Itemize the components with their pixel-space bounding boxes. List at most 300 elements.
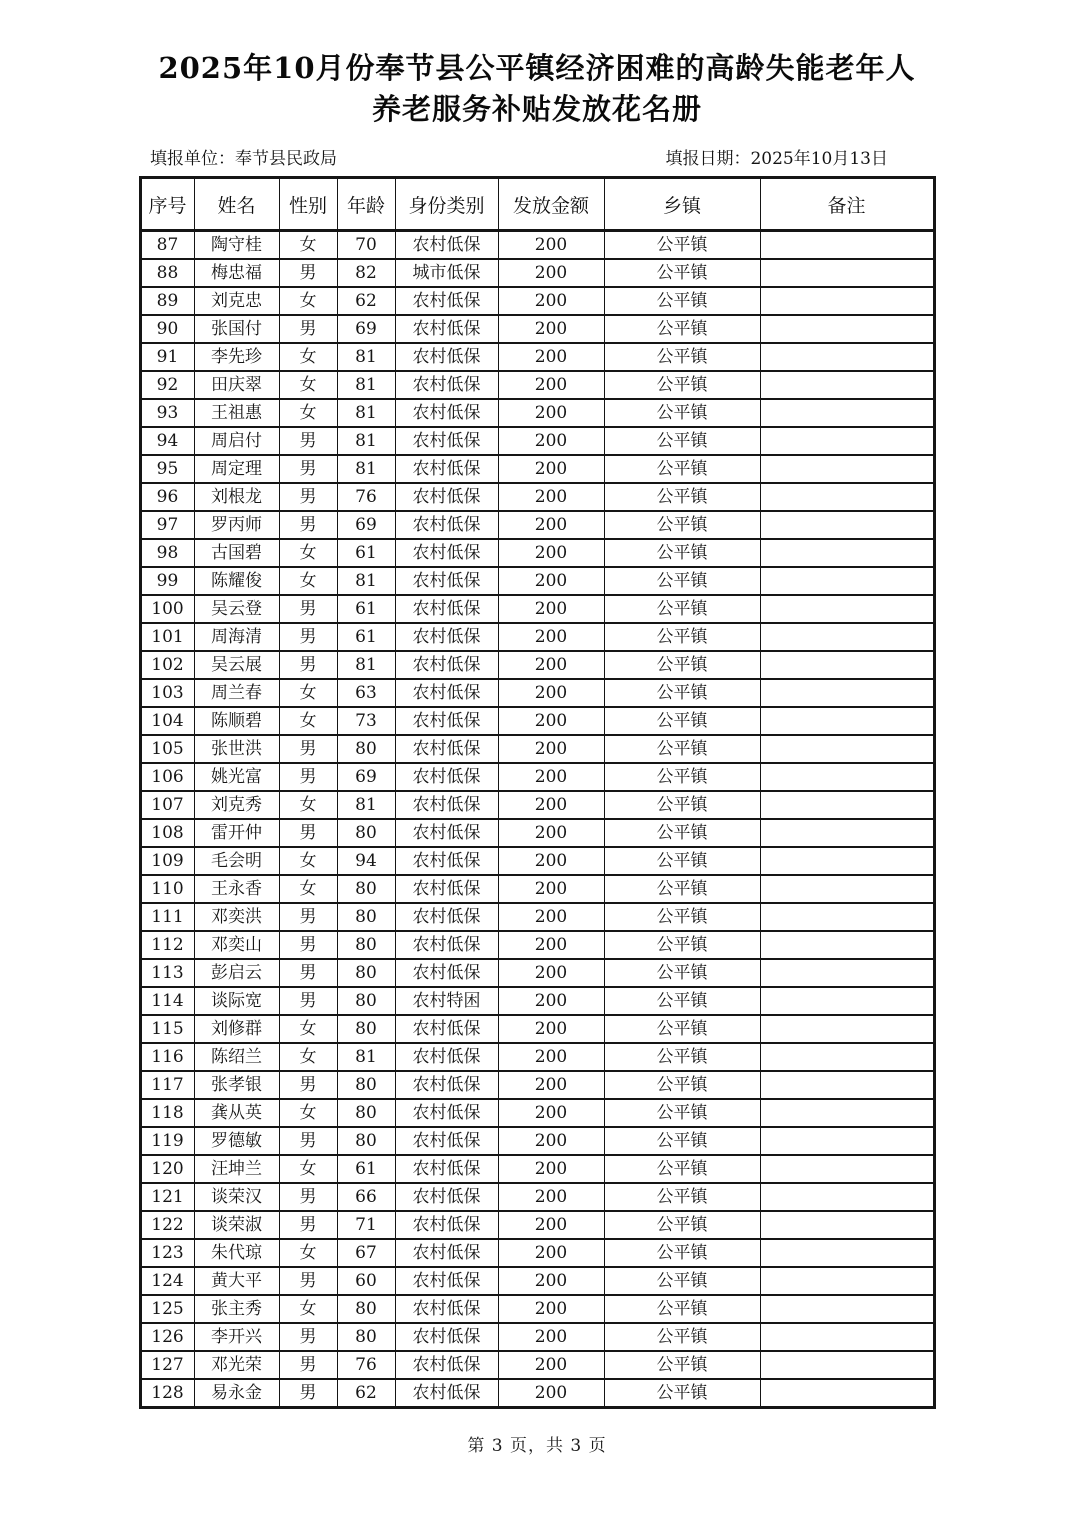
cell-identity-type: 城市低保: [395, 259, 498, 287]
table-row: [140, 763, 934, 791]
cell-remark: [760, 763, 934, 791]
cell-amount: 200: [498, 903, 604, 931]
cell-age: 80: [337, 1099, 395, 1127]
cell-identity-type: 农村低保: [395, 707, 498, 735]
cell-name: 彭启云: [194, 959, 279, 987]
table-row: [140, 1015, 934, 1043]
cell-age: 70: [337, 231, 395, 260]
cell-township: 公平镇: [604, 1183, 760, 1211]
cell-amount: 200: [498, 931, 604, 959]
cell-township: 公平镇: [604, 1015, 760, 1043]
cell-gender: 男: [279, 623, 337, 651]
cell-amount: 200: [498, 875, 604, 903]
table-row: [140, 315, 934, 343]
cell-gender: 男: [279, 651, 337, 679]
cell-gender: 男: [279, 819, 337, 847]
cell-gender: 男: [279, 315, 337, 343]
cell-index: 99: [140, 567, 194, 595]
cell-age: 71: [337, 1211, 395, 1239]
table-row: [140, 595, 934, 623]
cell-identity-type: 农村低保: [395, 623, 498, 651]
cell-identity-type: 农村低保: [395, 1267, 498, 1295]
cell-name: 吴云登: [194, 595, 279, 623]
cell-amount: 200: [498, 399, 604, 427]
cell-remark: [760, 231, 934, 260]
cell-identity-type: 农村低保: [395, 539, 498, 567]
cell-township: 公平镇: [604, 1351, 760, 1379]
cell-age: 67: [337, 1239, 395, 1267]
cell-township: 公平镇: [604, 1127, 760, 1155]
cell-township: 公平镇: [604, 1211, 760, 1239]
page-title-line2: 养老服务补贴发放花名册: [371, 92, 702, 126]
cell-remark: [760, 1183, 934, 1211]
table-row: [140, 707, 934, 735]
cell-name: 雷开仲: [194, 819, 279, 847]
cell-gender: 女: [279, 343, 337, 371]
cell-index: 110: [140, 875, 194, 903]
cell-index: 101: [140, 623, 194, 651]
cell-index: 112: [140, 931, 194, 959]
table-row: [140, 1155, 934, 1183]
cell-age: 80: [337, 1127, 395, 1155]
cell-identity-type: 农村低保: [395, 567, 498, 595]
cell-identity-type: 农村低保: [395, 399, 498, 427]
column-header-gender: 性别: [279, 178, 337, 231]
cell-name: 刘克秀: [194, 791, 279, 819]
cell-gender: 男: [279, 1379, 337, 1408]
cell-identity-type: 农村低保: [395, 1239, 498, 1267]
cell-index: 95: [140, 455, 194, 483]
cell-township: 公平镇: [604, 763, 760, 791]
cell-amount: 200: [498, 1211, 604, 1239]
cell-name: 张孝银: [194, 1071, 279, 1099]
cell-remark: [760, 567, 934, 595]
table-row: [140, 679, 934, 707]
cell-index: 107: [140, 791, 194, 819]
cell-identity-type: 农村低保: [395, 959, 498, 987]
cell-age: 80: [337, 931, 395, 959]
cell-gender: 女: [279, 567, 337, 595]
cell-identity-type: 农村低保: [395, 903, 498, 931]
cell-name: 毛会明: [194, 847, 279, 875]
table-row: [140, 1267, 934, 1295]
cell-name: 陈顺碧: [194, 707, 279, 735]
table-row: [140, 343, 934, 371]
cell-township: 公平镇: [604, 819, 760, 847]
cell-remark: [760, 735, 934, 763]
cell-gender: 男: [279, 987, 337, 1015]
cell-gender: 男: [279, 1127, 337, 1155]
cell-gender: 女: [279, 371, 337, 399]
cell-age: 81: [337, 371, 395, 399]
cell-name: 邓奕洪: [194, 903, 279, 931]
cell-remark: [760, 1211, 934, 1239]
cell-township: 公平镇: [604, 931, 760, 959]
cell-age: 62: [337, 287, 395, 315]
cell-gender: 女: [279, 1099, 337, 1127]
cell-identity-type: 农村低保: [395, 315, 498, 343]
cell-name: 易永金: [194, 1379, 279, 1408]
table-row: [140, 259, 934, 287]
cell-identity-type: 农村低保: [395, 763, 498, 791]
cell-name: 周海清: [194, 623, 279, 651]
cell-remark: [760, 1099, 934, 1127]
cell-gender: 女: [279, 1239, 337, 1267]
cell-gender: 女: [279, 875, 337, 903]
cell-age: 73: [337, 707, 395, 735]
cell-index: 126: [140, 1323, 194, 1351]
cell-remark: [760, 1071, 934, 1099]
cell-name: 梅忠福: [194, 259, 279, 287]
cell-township: 公平镇: [604, 735, 760, 763]
table-row: [140, 875, 934, 903]
cell-remark: [760, 1351, 934, 1379]
cell-name: 谈荣汉: [194, 1183, 279, 1211]
cell-gender: 男: [279, 1211, 337, 1239]
cell-identity-type: 农村低保: [395, 1323, 498, 1351]
cell-index: 100: [140, 595, 194, 623]
cell-identity-type: 农村低保: [395, 455, 498, 483]
table-row: [140, 483, 934, 511]
table-row: [140, 371, 934, 399]
cell-name: 陈绍兰: [194, 1043, 279, 1071]
cell-name: 朱代琼: [194, 1239, 279, 1267]
cell-amount: 200: [498, 315, 604, 343]
cell-township: 公平镇: [604, 595, 760, 623]
cell-identity-type: 农村低保: [395, 1071, 498, 1099]
column-header-remark: 备注: [760, 178, 934, 231]
cell-index: 96: [140, 483, 194, 511]
cell-identity-type: 农村低保: [395, 651, 498, 679]
cell-age: 76: [337, 1351, 395, 1379]
cell-gender: 男: [279, 1323, 337, 1351]
cell-gender: 男: [279, 1183, 337, 1211]
table-row: [140, 1071, 934, 1099]
cell-age: 69: [337, 763, 395, 791]
cell-gender: 女: [279, 231, 337, 260]
cell-name: 张国付: [194, 315, 279, 343]
table-body: [140, 231, 934, 1408]
cell-amount: 200: [498, 1127, 604, 1155]
cell-index: 122: [140, 1211, 194, 1239]
cell-remark: [760, 875, 934, 903]
cell-age: 76: [337, 483, 395, 511]
cell-index: 108: [140, 819, 194, 847]
cell-identity-type: 农村低保: [395, 791, 498, 819]
cell-index: 121: [140, 1183, 194, 1211]
cell-amount: 200: [498, 1043, 604, 1071]
cell-amount: 200: [498, 819, 604, 847]
cell-index: 93: [140, 399, 194, 427]
cell-amount: 200: [498, 1099, 604, 1127]
page-title: [0, 48, 1074, 130]
cell-gender: 女: [279, 399, 337, 427]
cell-age: 81: [337, 455, 395, 483]
cell-gender: 男: [279, 483, 337, 511]
cell-index: 125: [140, 1295, 194, 1323]
cell-age: 81: [337, 791, 395, 819]
cell-remark: [760, 483, 934, 511]
cell-age: 61: [337, 1155, 395, 1183]
cell-township: 公平镇: [604, 259, 760, 287]
cell-remark: [760, 1267, 934, 1295]
cell-remark: [760, 847, 934, 875]
cell-identity-type: 农村低保: [395, 1211, 498, 1239]
cell-index: 109: [140, 847, 194, 875]
cell-name: 罗丙师: [194, 511, 279, 539]
cell-remark: [760, 791, 934, 819]
table-row: [140, 1099, 934, 1127]
cell-age: 80: [337, 819, 395, 847]
page-title-line1: 2025年10月份奉节县公平镇经济困难的高龄失能老年人: [158, 51, 916, 85]
cell-index: 92: [140, 371, 194, 399]
cell-index: 124: [140, 1267, 194, 1295]
cell-index: 113: [140, 959, 194, 987]
cell-gender: 女: [279, 791, 337, 819]
cell-age: 80: [337, 735, 395, 763]
cell-amount: 200: [498, 959, 604, 987]
cell-name: 张世洪: [194, 735, 279, 763]
cell-township: 公平镇: [604, 371, 760, 399]
cell-identity-type: 农村低保: [395, 1015, 498, 1043]
cell-amount: 200: [498, 791, 604, 819]
cell-amount: 200: [498, 231, 604, 260]
cell-index: 117: [140, 1071, 194, 1099]
cell-age: 80: [337, 903, 395, 931]
cell-amount: 200: [498, 427, 604, 455]
cell-amount: 200: [498, 371, 604, 399]
cell-township: 公平镇: [604, 1155, 760, 1183]
cell-age: 81: [337, 651, 395, 679]
cell-amount: 200: [498, 735, 604, 763]
cell-identity-type: 农村低保: [395, 1127, 498, 1155]
cell-index: 89: [140, 287, 194, 315]
cell-township: 公平镇: [604, 315, 760, 343]
cell-remark: [760, 987, 934, 1015]
cell-remark: [760, 623, 934, 651]
cell-remark: [760, 1295, 934, 1323]
cell-gender: 女: [279, 1155, 337, 1183]
cell-remark: [760, 511, 934, 539]
cell-index: 91: [140, 343, 194, 371]
cell-remark: [760, 595, 934, 623]
cell-remark: [760, 931, 934, 959]
table-row: [140, 539, 934, 567]
table-row: [140, 1323, 934, 1351]
cell-township: 公平镇: [604, 1295, 760, 1323]
cell-identity-type: 农村低保: [395, 1155, 498, 1183]
cell-remark: [760, 679, 934, 707]
cell-gender: 女: [279, 1295, 337, 1323]
cell-gender: 女: [279, 707, 337, 735]
cell-name: 龚从英: [194, 1099, 279, 1127]
column-header-identity-type: 身份类别: [395, 178, 498, 231]
cell-name: 田庆翠: [194, 371, 279, 399]
cell-township: 公平镇: [604, 959, 760, 987]
cell-gender: 女: [279, 679, 337, 707]
cell-identity-type: 农村低保: [395, 371, 498, 399]
cell-remark: [760, 1323, 934, 1351]
cell-index: 90: [140, 315, 194, 343]
cell-amount: 200: [498, 483, 604, 511]
cell-gender: 男: [279, 259, 337, 287]
cell-amount: 200: [498, 1155, 604, 1183]
cell-amount: 200: [498, 1183, 604, 1211]
cell-gender: 男: [279, 903, 337, 931]
cell-amount: 200: [498, 1379, 604, 1408]
cell-township: 公平镇: [604, 903, 760, 931]
cell-identity-type: 农村低保: [395, 1043, 498, 1071]
reporting-unit-label: 填报单位：奉节县民政局: [150, 149, 337, 169]
cell-identity-type: 农村低保: [395, 343, 498, 371]
cell-age: 61: [337, 595, 395, 623]
cell-township: 公平镇: [604, 1323, 760, 1351]
cell-amount: 200: [498, 847, 604, 875]
cell-remark: [760, 371, 934, 399]
cell-index: 119: [140, 1127, 194, 1155]
cell-name: 罗德敏: [194, 1127, 279, 1155]
cell-township: 公平镇: [604, 1099, 760, 1127]
cell-identity-type: 农村低保: [395, 483, 498, 511]
cell-index: 115: [140, 1015, 194, 1043]
cell-identity-type: 农村低保: [395, 511, 498, 539]
cell-index: 114: [140, 987, 194, 1015]
cell-name: 王祖惠: [194, 399, 279, 427]
cell-index: 104: [140, 707, 194, 735]
cell-identity-type: 农村低保: [395, 1379, 498, 1408]
cell-age: 81: [337, 567, 395, 595]
cell-township: 公平镇: [604, 847, 760, 875]
cell-gender: 男: [279, 763, 337, 791]
cell-remark: [760, 399, 934, 427]
table-row: [140, 287, 934, 315]
cell-gender: 男: [279, 595, 337, 623]
cell-age: 80: [337, 959, 395, 987]
cell-township: 公平镇: [604, 1267, 760, 1295]
page-number: 第 3 页，共 3 页: [467, 1436, 607, 1456]
table-row: [140, 1351, 934, 1379]
cell-identity-type: 农村低保: [395, 1295, 498, 1323]
table-row: [140, 1043, 934, 1071]
cell-index: 98: [140, 539, 194, 567]
cell-amount: 200: [498, 511, 604, 539]
cell-name: 谈际宽: [194, 987, 279, 1015]
cell-index: 116: [140, 1043, 194, 1071]
cell-township: 公平镇: [604, 567, 760, 595]
column-header-township: 乡镇: [604, 178, 760, 231]
cell-remark: [760, 707, 934, 735]
cell-township: 公平镇: [604, 483, 760, 511]
cell-township: 公平镇: [604, 875, 760, 903]
cell-remark: [760, 1155, 934, 1183]
cell-name: 黄大平: [194, 1267, 279, 1295]
cell-identity-type: 农村低保: [395, 231, 498, 260]
cell-identity-type: 农村低保: [395, 1351, 498, 1379]
cell-name: 李开兴: [194, 1323, 279, 1351]
cell-age: 80: [337, 1323, 395, 1351]
table-row: [140, 1127, 934, 1155]
table-row: [140, 427, 934, 455]
cell-name: 古国碧: [194, 539, 279, 567]
cell-gender: 男: [279, 1267, 337, 1295]
cell-name: 刘克忠: [194, 287, 279, 315]
cell-remark: [760, 1127, 934, 1155]
cell-age: 82: [337, 259, 395, 287]
cell-amount: 200: [498, 455, 604, 483]
cell-age: 80: [337, 1071, 395, 1099]
cell-index: 111: [140, 903, 194, 931]
cell-gender: 男: [279, 959, 337, 987]
cell-township: 公平镇: [604, 427, 760, 455]
cell-identity-type: 农村低保: [395, 847, 498, 875]
cell-identity-type: 农村低保: [395, 875, 498, 903]
cell-remark: [760, 455, 934, 483]
cell-age: 80: [337, 987, 395, 1015]
cell-township: 公平镇: [604, 511, 760, 539]
cell-identity-type: 农村低保: [395, 679, 498, 707]
cell-gender: 男: [279, 735, 337, 763]
cell-township: 公平镇: [604, 287, 760, 315]
cell-amount: 200: [498, 623, 604, 651]
cell-amount: 200: [498, 1351, 604, 1379]
table-row: [140, 399, 934, 427]
cell-gender: 女: [279, 847, 337, 875]
cell-name: 吴云展: [194, 651, 279, 679]
cell-amount: 200: [498, 987, 604, 1015]
cell-gender: 男: [279, 427, 337, 455]
cell-amount: 200: [498, 287, 604, 315]
cell-gender: 女: [279, 287, 337, 315]
cell-name: 刘修群: [194, 1015, 279, 1043]
cell-remark: [760, 287, 934, 315]
cell-township: 公平镇: [604, 231, 760, 260]
table-row: [140, 567, 934, 595]
cell-remark: [760, 259, 934, 287]
cell-amount: 200: [498, 651, 604, 679]
table-row: [140, 903, 934, 931]
cell-name: 陶守桂: [194, 231, 279, 260]
cell-amount: 200: [498, 567, 604, 595]
cell-identity-type: 农村低保: [395, 819, 498, 847]
cell-remark: [760, 1379, 934, 1408]
cell-age: 81: [337, 427, 395, 455]
column-header-amount: 发放金额: [498, 178, 604, 231]
cell-remark: [760, 903, 934, 931]
cell-township: 公平镇: [604, 539, 760, 567]
table-row: [140, 735, 934, 763]
cell-index: 102: [140, 651, 194, 679]
table-row: [140, 819, 934, 847]
cell-index: 127: [140, 1351, 194, 1379]
table-row: [140, 931, 934, 959]
cell-amount: 200: [498, 1071, 604, 1099]
cell-name: 王永香: [194, 875, 279, 903]
table-row: [140, 1183, 934, 1211]
cell-gender: 男: [279, 931, 337, 959]
cell-identity-type: 农村低保: [395, 931, 498, 959]
cell-amount: 200: [498, 679, 604, 707]
table-row: [140, 1379, 934, 1408]
cell-index: 105: [140, 735, 194, 763]
cell-name: 李先珍: [194, 343, 279, 371]
cell-age: 62: [337, 1379, 395, 1408]
cell-remark: [760, 343, 934, 371]
table-row: [140, 847, 934, 875]
cell-age: 81: [337, 1043, 395, 1071]
cell-remark: [760, 651, 934, 679]
cell-gender: 女: [279, 1015, 337, 1043]
cell-identity-type: 农村低保: [395, 595, 498, 623]
